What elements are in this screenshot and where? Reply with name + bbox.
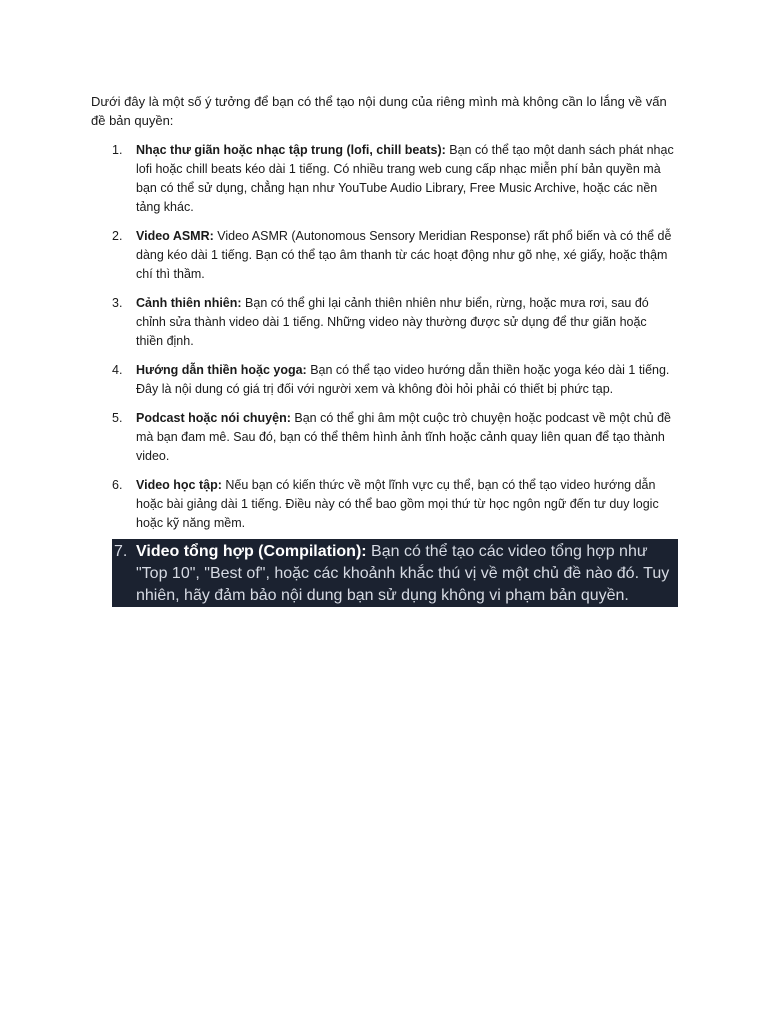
list-item-number: 2. <box>112 229 123 243</box>
list-item-text: Bạn có thể ghi lại cảnh thiên nhiên như biển, rừng, hoặc mưa rơi, sau đó chỉnh sửa thành video dài 1 tiếng. Những video này thường được sử dụng để thư giãn hoặc thiền định. <box>136 296 649 348</box>
list-item <box>0 361 768 399</box>
list-item-title: Video học tập: <box>136 478 222 492</box>
list-item-body <box>136 227 676 284</box>
ideas-list <box>0 141 768 543</box>
list-item-title: Hướng dẫn thiền hoặc yoga: <box>136 363 307 377</box>
list-item-body <box>136 141 676 217</box>
list-item-number: 1. <box>112 143 123 157</box>
list-item-number: 7. <box>114 543 128 560</box>
list-item-text: Nếu bạn có kiến thức về một lĩnh vực cụ thể, bạn có thể tạo video hướng dẫn hoặc bài giảng dài 1 tiếng. Điều này có thể bao gồm mọi thứ từ học ngôn ngữ đến tư duy logic hoặc kỹ năng mềm. <box>136 478 659 530</box>
list-item-body <box>136 541 674 607</box>
list-item-title: Nhạc thư giãn hoặc nhạc tập trung (lofi, chill beats): <box>136 143 446 157</box>
list-item-title: Podcast hoặc nói chuyện: <box>136 411 291 425</box>
list-item-number: 3. <box>112 296 123 310</box>
list-item <box>0 476 768 533</box>
list-item <box>0 409 768 466</box>
list-item-title: Video tổng hợp (Compilation): <box>136 543 367 560</box>
list-item-text: Bạn có thể tạo video hướng dẫn thiền hoặc yoga kéo dài 1 tiếng. Đây là nội dung có giá trị đối với người xem và không đòi hỏi phải có thiết bị phức tạp. <box>136 363 670 396</box>
list-item-text: Video ASMR (Autonomous Sensory Meridian Response) rất phổ biến và có thể dễ dàng kéo dài 1 tiếng. Bạn có thể tạo âm thanh từ các hoạt động như gõ nhẹ, xé giấy, hoặc thậm chí thì thầm. <box>136 229 672 281</box>
list-item-body <box>136 409 676 466</box>
list-item-number: 5. <box>112 411 123 425</box>
list-item-text: Bạn có thể ghi âm một cuộc trò chuyện hoặc podcast về một chủ đề mà bạn đam mê. Sau đó, bạn có thể thêm hình ảnh tĩnh hoặc cảnh quay liên quan để tạo thành video. <box>136 411 671 463</box>
list-item <box>0 227 768 284</box>
highlighted-list-item <box>112 539 678 607</box>
intro-paragraph: Dưới đây là một số ý tưởng để bạn có thể tạo nội dung của riêng mình mà không cần lo lắng về vấn đề bản quyền: <box>91 94 667 128</box>
list-item <box>0 141 768 217</box>
list-item-title: Cảnh thiên nhiên: <box>136 296 242 310</box>
list-item-body <box>136 361 676 399</box>
list-item-body <box>136 476 676 533</box>
list-item-number: 4. <box>112 363 123 377</box>
list-item <box>0 294 768 351</box>
list-item-body <box>136 294 676 351</box>
list-item-text: Bạn có thể tạo các video tổng hợp như "Top 10", "Best of", hoặc các khoảnh khắc thú vị về một chủ đề nào đó. Tuy nhiên, hãy đảm bảo nội dung bạn sử dụng không vi phạm bản quyền. <box>136 543 670 604</box>
list-item-text: Bạn có thể tạo một danh sách phát nhạc lofi hoặc chill beats kéo dài 1 tiếng. Có nhiều trang web cung cấp nhạc miễn phí bản quyền mà bạn có thể sử dụng, chẳng hạn như YouTube Audio Library, Free Music Archive, hoặc các nền tảng khác. <box>136 143 674 214</box>
list-item-number: 6. <box>112 478 123 492</box>
list-item-title: Video ASMR: <box>136 229 214 243</box>
